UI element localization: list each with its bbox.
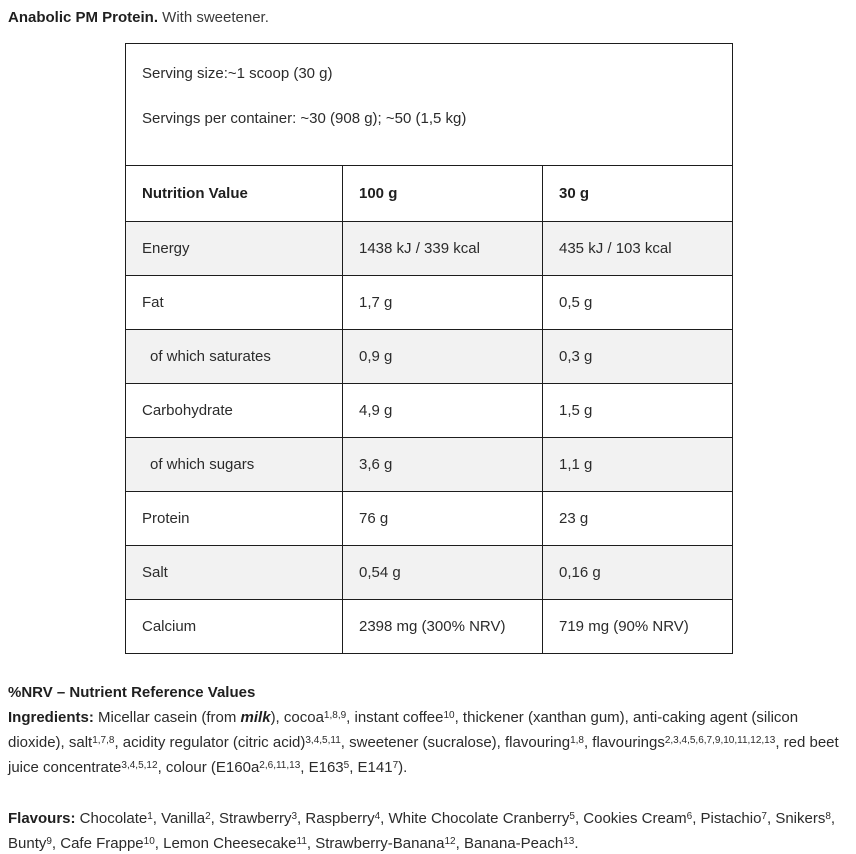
serving-info-row xyxy=(126,44,733,166)
row-label: Calcium xyxy=(126,600,343,654)
text-run: , Cafe Frappe xyxy=(51,835,144,852)
table-row xyxy=(126,438,733,492)
table-row xyxy=(126,600,733,654)
table-row xyxy=(126,546,733,600)
column-header-100g: 100 g xyxy=(343,166,543,222)
value-30g: 23 g xyxy=(543,492,733,546)
footnote-ref: 3 xyxy=(291,810,298,822)
value-100g: 1,7 g xyxy=(343,276,543,330)
serving-info-cell xyxy=(126,44,733,166)
text-run: , Banana-Peach xyxy=(455,835,564,852)
value-30g: 0,16 g xyxy=(543,546,733,600)
serving-size: Serving size:~1 scoop (30 g) xyxy=(142,65,333,82)
text-run: ). xyxy=(398,759,408,776)
product-title xyxy=(8,8,848,28)
footnote-ref: 1,7,8 xyxy=(92,734,115,746)
row-label: Energy xyxy=(126,222,343,276)
table-row xyxy=(126,384,733,438)
servings-per-container: Servings per container: ~30 (908 g); ~50 (1,5 kg) xyxy=(142,110,467,127)
footnote-ref: 2 xyxy=(205,810,211,822)
text-run: Micellar casein (from xyxy=(93,709,241,726)
flavours-paragraph xyxy=(8,806,850,854)
row-label: Carbohydrate xyxy=(126,384,343,438)
value-30g: 1,5 g xyxy=(543,384,733,438)
text-run: , Vanilla xyxy=(152,810,206,827)
footnote-ref: 10 xyxy=(443,709,455,721)
value-30g: 0,5 g xyxy=(543,276,733,330)
text-run: , colour (E160a xyxy=(157,759,260,776)
row-label: of which saturates xyxy=(126,330,343,384)
text-run: , flavourings xyxy=(583,734,665,751)
text-run: , Lemon Cheesecake xyxy=(154,835,297,852)
text-run: . xyxy=(574,835,579,852)
text-run: , Pistachio xyxy=(692,810,762,827)
footnote-ref: 1 xyxy=(147,810,153,822)
value-30g: 1,1 g xyxy=(543,438,733,492)
text-run: ), cocoa xyxy=(270,709,324,726)
footnote-ref: 2,6,11,13 xyxy=(259,759,301,771)
text-run: , Raspberry xyxy=(297,810,375,827)
table-row xyxy=(126,222,733,276)
footnote-ref: 5 xyxy=(569,810,575,822)
value-30g: 435 kJ / 103 kcal xyxy=(543,222,733,276)
footnote-ref: 3,4,5,11 xyxy=(305,734,341,746)
footnote-ref: 5 xyxy=(343,759,350,771)
paragraph-label: Ingredients: xyxy=(8,709,94,726)
footnote-ref: 13 xyxy=(563,835,575,847)
footnote-ref: 10 xyxy=(143,835,155,847)
paragraph-label: Flavours: xyxy=(8,810,76,827)
row-label: of which sugars xyxy=(126,438,343,492)
row-label: Protein xyxy=(126,492,343,546)
ingredients-paragraph xyxy=(8,705,850,780)
footnote-ref: 7 xyxy=(761,810,767,822)
text-run: , red beet juice concentrate xyxy=(8,734,839,776)
row-label: Fat xyxy=(126,276,343,330)
text-run: , White Chocolate Cranberry xyxy=(380,810,570,827)
value-30g: 719 mg (90% NRV) xyxy=(543,600,733,654)
product-subtitle: With sweetener. xyxy=(158,9,269,26)
text-run: , Cookies Cream xyxy=(574,810,687,827)
footnote-ref: 8 xyxy=(825,810,831,822)
nrv-note: %NRV – Nutrient Reference Values xyxy=(8,684,256,701)
text-run: , acidity regulator (citric acid) xyxy=(114,734,306,751)
value-100g: 0,54 g xyxy=(343,546,543,600)
text-run: , E141 xyxy=(349,759,393,776)
table-row xyxy=(126,330,733,384)
footnote-ref: 1,8,9 xyxy=(323,709,347,721)
value-100g: 0,9 g xyxy=(343,330,543,384)
text-run: , Snikers xyxy=(766,810,826,827)
text-run: , Strawberry-Banana xyxy=(306,835,445,852)
footnote-ref: 1,8 xyxy=(570,734,584,746)
text-run: , instant coffee xyxy=(346,709,444,726)
text-run: , E163 xyxy=(300,759,344,776)
text-run: Chocolate xyxy=(75,810,148,827)
column-header-nutrition-value: Nutrition Value xyxy=(126,166,343,222)
text-run: , thickener (xanthan gum), anti-caking agent (silicon dioxide), salt xyxy=(8,709,799,751)
product-name: Anabolic PM Protein. xyxy=(8,9,159,26)
footnote-ref: 6 xyxy=(686,810,693,822)
footnote-ref: 9 xyxy=(46,835,52,847)
value-100g: 3,6 g xyxy=(343,438,543,492)
footnote-ref: 7 xyxy=(392,759,399,771)
table-header-row xyxy=(126,166,733,222)
footnote-ref: 11 xyxy=(296,835,307,847)
nutrition-table xyxy=(125,43,733,654)
value-30g: 0,3 g xyxy=(543,330,733,384)
footnote-ref: 12 xyxy=(444,835,456,847)
column-header-30g: 30 g xyxy=(543,166,733,222)
footnote-ref: 2,3,4,5,6,7,9,10,11,12,13 xyxy=(664,734,776,746)
value-100g: 1438 kJ / 339 kcal xyxy=(343,222,543,276)
table-row xyxy=(126,276,733,330)
row-label: Salt xyxy=(126,546,343,600)
text-run: , Strawberry xyxy=(210,810,292,827)
allergen-emphasis: milk xyxy=(240,709,271,726)
footnote-ref: 3,4,5,12 xyxy=(121,759,158,771)
value-100g: 76 g xyxy=(343,492,543,546)
value-100g: 4,9 g xyxy=(343,384,543,438)
text-run: , Bunty xyxy=(8,810,836,852)
text-run: , sweetener (sucralose), flavouring xyxy=(340,734,571,751)
value-100g: 2398 mg (300% NRV) xyxy=(343,600,543,654)
table-row xyxy=(126,492,733,546)
nutrition-rows xyxy=(126,222,733,654)
footnote-ref: 4 xyxy=(374,810,381,822)
